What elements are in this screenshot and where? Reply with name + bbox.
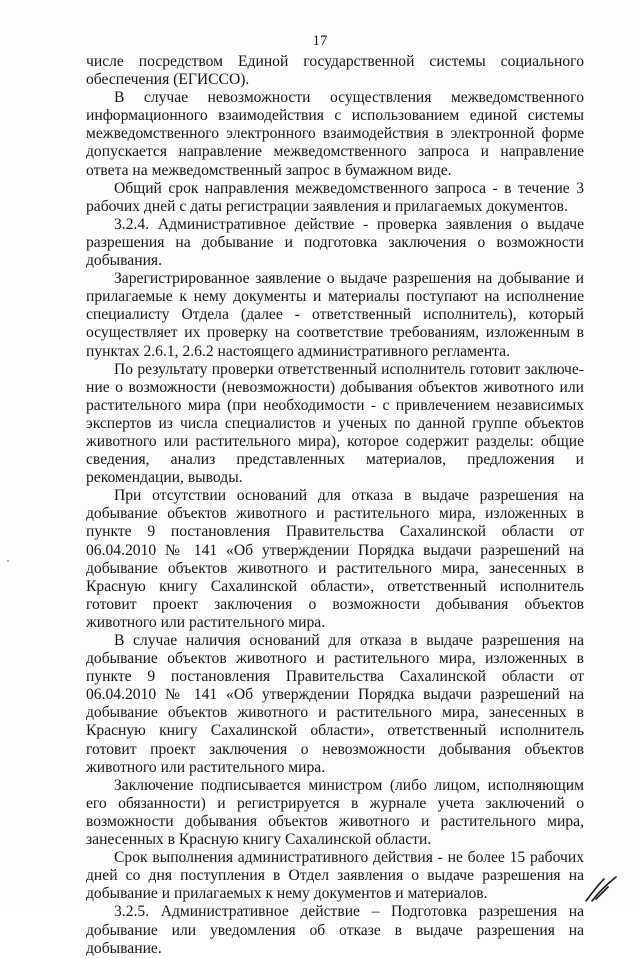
- paragraph: Срок выполнения административного действия - не более 15 рабочих дней со дня поступления в Отдел заявления о выдаче разрешения на добывание и прилагаемых к нему документов и материалов.: [86, 849, 584, 903]
- paragraph: Заключение подписывается министром (либо лицом, исполняющим его обязанности) и регистрируется в журнале учета заключений о возможности добывания объектов животного и растительного мира, занесенных в Красную книгу Сахалинской области.: [86, 776, 584, 849]
- paragraph: По результату проверки ответственный исполнитель готовит заключение о возможности (невозможности) добывания объектов животного или растительного мира (при необходимости - с привлечением независимых экспертов из числа специалистов и ученых по данной группе объектов животного или растительного мира), которое содержит разделы: общие сведения, анализ представленных материалов, предложения и рекомендации, выводы.: [86, 360, 584, 487]
- paragraph: В случае наличия оснований для отказа в выдаче разрешения на добывание объектов животного и растительного мира, изложенных в пункте 9 постановления Правительства Сахалинской области от 06.04.2010 № 141 «Об утверждении Порядка выдачи разрешений на добывание объектов животного и растительного мира, занесенных в Красную книгу Сахалинской области», ответственный исполнитель готовит проект заключения о невозможности добывания объектов животного или растительного мира.: [86, 632, 584, 776]
- body-text: [86, 53, 584, 958]
- page-number: 17: [312, 33, 328, 49]
- paragraph: В случае невозможности осуществления межведомственного информационного взаимодействия с использованием единой системы межведомственного электронного взаимодействия в электронной форме допускается направление межведомственного запроса и направление ответа на межведомственный запрос в бумажном виде.: [86, 89, 584, 179]
- paragraph-continuation: числе посредством Единой государственной системы социального обеспечения (ЕГИССО).: [86, 53, 584, 89]
- handwritten-initials-mark: [582, 875, 626, 903]
- paragraph: Зарегистрированное заявление о выдаче разрешения на добывание и прилагаемые к нему документы и материалы поступают на исполнение специалисту Отдела (далее - ответственный исполнитель), который осуществляет их проверку на соответствие требованиям, изложенным в пунктах 2.6.1, 2.6.2 настоящего административного регламента.: [86, 270, 584, 360]
- paragraph: Общий срок направления межведомственного запроса - в течение 3 рабочих дней с даты регистрации заявления и прилагаемых документов.: [86, 179, 584, 215]
- scan-speck: [7, 560, 9, 562]
- section-heading-3-2-5: 3.2.5. Административное действие – Подготовка разрешения на добывание или уведомления об отказе в выдаче разрешения на добывание.: [86, 903, 584, 957]
- paragraph: При отсутствии оснований для отказа в выдаче разрешения на добывание объектов животного и растительного мира, изложенных в пункте 9 постановления Правительства Сахалинской области от 06.04.2010 № 141 «Об утверждении Порядка выдачи разрешений на добывание объектов животного и растительного мира, занесенных в Красную книгу Сахалинской области», ответственный исполнитель готовит проект заключения о возможности добывания объектов животного или растительного мира.: [86, 487, 584, 631]
- section-heading-3-2-4: 3.2.4. Административное действие - проверка заявления о выдаче разрешения на добывание и подготовка заключения о возможности добывания.: [86, 215, 584, 270]
